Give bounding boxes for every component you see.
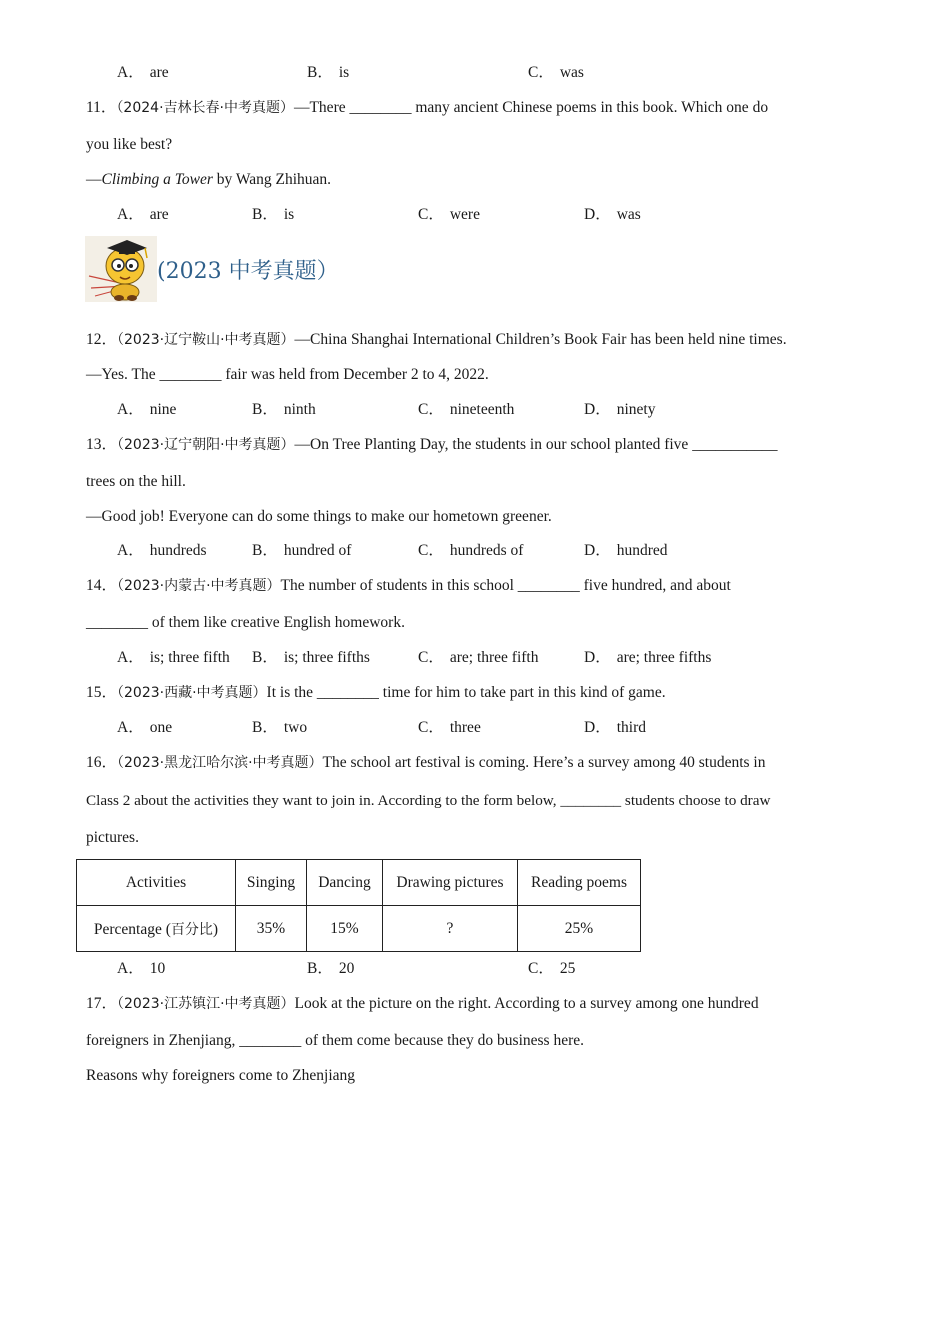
q14-option-b: B． is; three fifths (252, 649, 370, 666)
table-header-cell: Reading poems (518, 860, 641, 906)
q11-option-d: D． was (584, 206, 641, 223)
q15-option-d: D． third (584, 719, 646, 736)
q10-option-b: B． is (307, 64, 350, 81)
q11-option-a: A． are (117, 206, 169, 223)
q13-option-b: B． hundred of (252, 542, 352, 559)
q16-line2: Class 2 about the activities they want to join in. According to the form below, ________ students choose to draw (86, 792, 771, 809)
q12-option-b: B． ninth (252, 401, 316, 418)
q12-option-a: A． nine (117, 401, 177, 418)
q17-line1: 17．（2023·江苏镇江·中考真题）Look at the picture on the right. According to a survey among one hundred (86, 995, 759, 1012)
q11-line2: you like best? (86, 136, 173, 153)
q16-option-a: A． 10 (117, 960, 166, 977)
q13-option-d: D． hundred (584, 542, 668, 559)
q14-option-d: D． are; three fifths (584, 649, 712, 666)
table-cell: 35% (236, 906, 307, 952)
q14-line1: 14．（2023·内蒙古·中考真题）The number of students in this school ________ five hundred, and about (86, 577, 731, 594)
q13-line3: —Good job! Everyone can do some things to make our hometown greener. (86, 508, 552, 525)
table-header-cell: Drawing pictures (383, 860, 518, 906)
q14-option-a: A． is; three fifth (117, 649, 230, 666)
table-header-row (77, 860, 641, 906)
q14-option-c: C． are; three fifth (418, 649, 539, 666)
q13-option-c: C． hundreds of (418, 542, 524, 559)
q13-option-a: A． hundreds (117, 542, 207, 559)
table-header-cell: Activities (77, 860, 236, 906)
q15-option-c: C． three (418, 719, 481, 736)
q12-line2: —Yes. The ________ fair was held from December 2 to 4, 2022. (86, 366, 489, 383)
q11-option-c: C． were (418, 206, 480, 223)
q17-line2: foreigners in Zhenjiang, ________ of them come because they do business here. (86, 1032, 585, 1049)
q13-line1: 13．（2023·辽宁朝阳·中考真题）—On Tree Planting Day, the students in our school planted five ___________ (86, 436, 778, 453)
q16-line3: pictures. (86, 829, 139, 846)
q16-option-c: C． 25 (528, 960, 576, 977)
q11-answer: —Climbing a Tower by Wang Zhihuan. (86, 171, 332, 188)
table-row (77, 906, 641, 952)
table-row-label: Percentage (百分比) (77, 906, 236, 952)
table-header-cell: Singing (236, 860, 307, 906)
q11-option-b: B． is (252, 206, 295, 223)
q11-line1: 11．（2024·吉林长春·中考真题）—There ________ many ancient Chinese poems in this book. Which one do (86, 99, 769, 116)
q15-option-b: B． two (252, 719, 308, 736)
q15-line1: 15．（2023·西藏·中考真题）It is the ________ time for him to take part in this kind of game. (86, 684, 666, 701)
section-title: (2023 中考真题） (157, 258, 339, 284)
table-cell: ? (383, 906, 518, 952)
q12-line1: 12．（2023·辽宁鞍山·中考真题）—China Shanghai International Children’s Book Fair has been held nine times. (86, 331, 787, 348)
table-cell: 25% (518, 906, 641, 952)
q16-line1: 16．（2023·黑龙江哈尔滨·中考真题）The school art festival is coming. Here’s a survey among 40 students in (86, 754, 766, 771)
q10-option-a: A． are (117, 64, 169, 81)
table-header-cell: Dancing (307, 860, 383, 906)
graduate-mascot-icon (85, 236, 157, 302)
q15-option-a: A． one (117, 719, 173, 736)
section-banner (85, 236, 339, 302)
q12-option-c: C． nineteenth (418, 401, 515, 418)
q14-line2: ________ of them like creative English homework. (86, 614, 405, 631)
q12-option-d: D． ninety (584, 401, 656, 418)
survey-table (76, 859, 641, 952)
q10-option-c: C． was (528, 64, 584, 81)
q17-line3: Reasons why foreigners come to Zhenjiang (86, 1067, 356, 1084)
table-cell: 15% (307, 906, 383, 952)
q13-line2: trees on the hill. (86, 473, 186, 490)
q16-option-b: B． 20 (307, 960, 355, 977)
